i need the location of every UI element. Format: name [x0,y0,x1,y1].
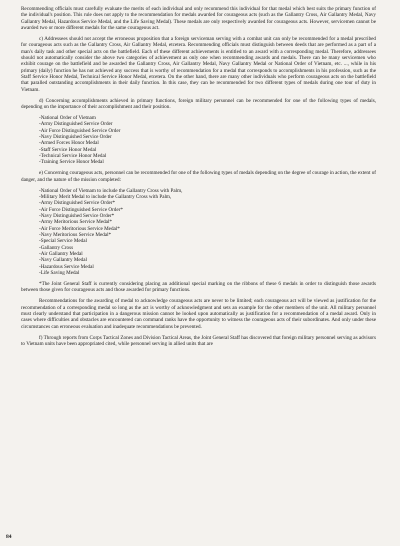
list-item: -Air Force Distinguished Service Order [39,127,121,134]
primary-function-medals-list [21,115,376,166]
list-item: -Army Distinguished Service Order [39,121,113,128]
list-item: -Navy Meritorious Service Medal* [39,231,112,238]
list-item: -Navy Distinguished Service Order* [39,212,115,219]
list-item: -Army Meritorious Service Medal* [39,219,112,226]
courageous-acts-medals-list [21,188,376,277]
list-item: -Staff Service Honor Medal [39,146,97,153]
footnote-ribbon-marking: *The Joint General Staff is currently considering placing an additional special marking on the ribbons of these 6 medals in order to distinguish those awards between those given for courageous acts and those awarded for primary functions. [21,280,376,294]
paragraph-d: d) Concerning accomplishments achieved in primary functions, foreign military personnel can be recommended for one of the following types of medals, depending on the importance of their accomplishment and their position. [21,97,376,110]
list-item: -Air Force Meritorious Service Medal* [39,225,120,232]
list-item: -Gallantry Cross [39,244,74,251]
paragraph-c: c) Addressees should not accept the erroneous proposition that a foreign serviceman serving with a combat unit can only be recommended for a medal prescribed for courageous acts such as the Gallantry Cross, Air Gallantry Medal, etcetera. Recommending officials must distinguish between deeds that are performed as a part of a man's daily task and other special acts on the battlefield. Each of these different achievements is entitled to an award with a corresponding medal. Therefore, addressees should not automatically consider the above two categories of achievement as only one when recommending awards and medals. There can be many servicemen who exhibit courage on the battlefield and be awarded the Gallantry Cross, Air Gallantry Medal, Navy Gallantry Medal or National Order of Vietnam, etc. ..., while in his primary (daily) function he has not achieved any success that is worthy of recommendation for a medal that corresponds to accomplishments in his profession, such as the Staff Service Honor Medal, Technical Service Honor Medal, etcetera. On the other hand, there are many other individuals who perform courageous acts on the battlefield that paralled outstanding accomplishments in their daily function. In this case, they can be recommended for two different types of medals during one tour of duty in Vietnam. [21,35,376,93]
paragraph-f: f) Through reports from Corps Tactical Zones and Division Tactical Areas, the Joint General Staff has discovered that foreign military personnel serving as advisors to Vietnam units have been appropriated cited, while personnel serving in allied units that are [21,334,376,347]
list-item: -Navy Distinguished Service Order [39,133,112,140]
list-item: -Special Service Medal [39,238,87,245]
page-number: 84 [6,534,12,540]
paragraph-recommendations: Recommendations for the awarding of medal to acknowledge courageous acts are never to be limited; each courageous act will be viewed as justification for the recommendation of a corresponding medal so long as the act is worthy of acknowledgment and sets an example for the other members of the unit. All military personnel must clearly understand that participation in a dangerous mission cannot be looked upon automatically as justification for a recommendation of a medal award. Only in cases where difficulties and obstacles are encountered can command ranks have the opportunity to witness the courageous acts of their subordinates. And only under these circumstances can erroneous evaluation and inadequate recommendations be prevented. [21,298,376,330]
list-item: -National Order of Vietnam [39,114,96,121]
list-item: -National Order of Vietnam to include the Gallantry Cross with Palm, [39,187,183,194]
list-item: -Air Force Distinguished Service Order* [39,206,123,213]
list-item: -Air Gallantry Medal [39,251,83,257]
list-item: -Life Saving Medal [39,270,80,277]
list-item: -Technical Service Honor Medal [39,153,107,159]
paragraph-primary-function: Recommending officials must carefully evaluate the merits of each individual and only recommend this individual for that medal which best suits the primary function of the individual's position. This rule does not apply to the recommendation for medals awarded for courageous acts (such as the Gallantry Cross, Air Gallantry Medal, Navy Gallantry Medal, Hazardous Service Medal, and the Life Saving Medal). These medals are only respectively awarded for courageous acts. However, servicemen cannot be awarded two or more different medals for the same courageous act. [21,6,376,32]
list-item: -Navy Gallantry Medal [39,257,87,264]
list-item: -Army Distinguished Service Order* [39,200,116,207]
list-item: -Hazardous Service Medal [39,263,94,270]
list-item: -Training Service Honor Medal [39,159,104,166]
list-item: -Armed Forces Honor Medal [39,140,99,147]
list-item: -Military Merit Medal to include the Gallantry Cross with Palm, [39,193,172,200]
paragraph-e: e) Concerning courageous acts, personnel can be recommended for one of the following types of medals depending on the degree of courage in action, the extent of danger, and the nature of the mission completed: [21,170,376,183]
